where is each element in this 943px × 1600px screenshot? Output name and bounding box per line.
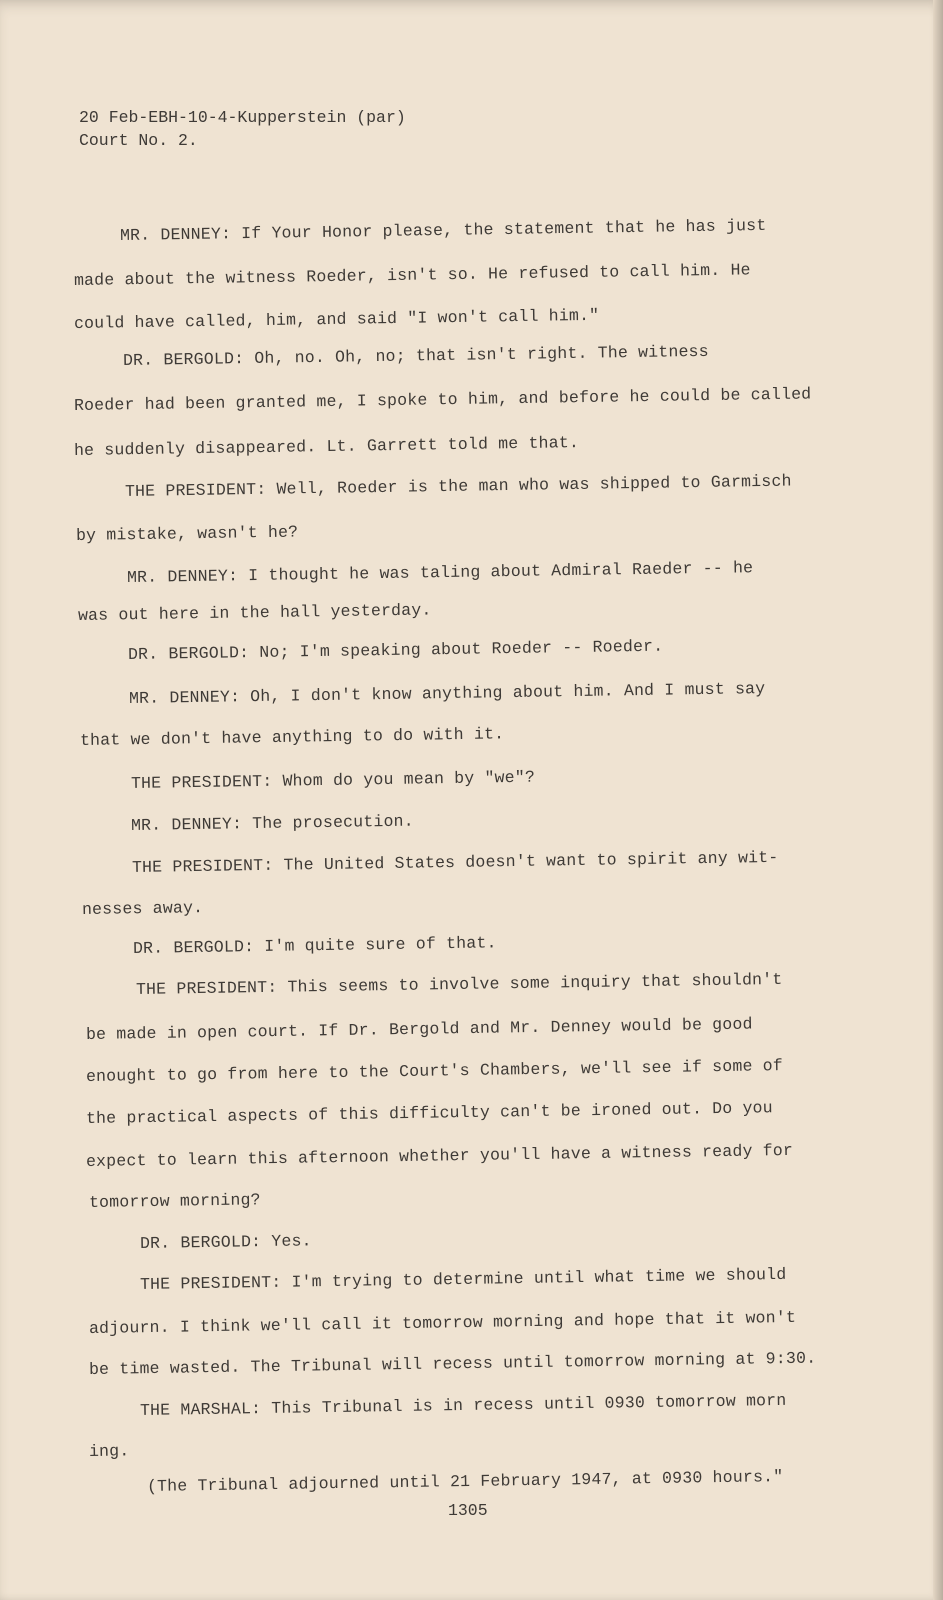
transcript-line: THE PRESIDENT: The United States doesn't want to spirit any wit- (131, 847, 779, 877)
transcript-line: be made in open court. If Dr. Bergold and Mr. Denney would be good (85, 1014, 753, 1044)
transcript-line: could have called, him, and said "I won't call him." (73, 305, 600, 333)
page-heading (79, 106, 406, 152)
transcript-line: made about the witness Roeder, isn't so. He refused to call him. He (73, 260, 751, 290)
transcript-line: THE MARSHAL: This Tribunal is in recess until 0930 tomorrow morn (139, 1390, 787, 1420)
transcript-line: DR. BERGOLD: No; I'm speaking about Roeder -- Roeder. (127, 636, 664, 664)
transcript-line: ing. (88, 1441, 130, 1461)
transcript-line: be time wasted. The Tribunal will recess until tomorrow morning at 9:30. (88, 1348, 817, 1379)
transcript-line: adjourn. I think we'll call it tomorrow morning and hope that it won't (88, 1307, 797, 1338)
transcript-line: nesses away. (81, 898, 204, 919)
transcript-line: expect to learn this afternoon whether you'll have a witness ready for (85, 1140, 794, 1171)
page-edge-shadow (933, 0, 943, 1600)
transcript-line: MR. DENNEY: The prosecution. (130, 811, 414, 835)
transcript-line: by mistake, wasn't he? (75, 522, 299, 545)
transcript-line: MR. DENNEY: I thought he was taling about Admiral Raeder -- he (126, 558, 754, 587)
transcript-line: he suddenly disappeared. Lt. Garrett told me that. (73, 433, 580, 460)
transcript-line: DR. BERGOLD: Oh, no. Oh, no; that isn't right. The witness (122, 341, 709, 370)
transcript-line: Roeder had been granted me, I spoke to him, and before he could be called (73, 384, 812, 415)
transcript-line: was out here in the hall yesterday. (77, 600, 432, 625)
transcript-line: MR. DENNEY: If Your Honor please, the statement that he has just (119, 215, 767, 245)
transcript-line: DR. BERGOLD: I'm quite sure of that. (132, 933, 497, 958)
transcript-line: tomorrow morning? (88, 1190, 261, 1212)
transcript-line: (The Tribunal adjourned until 21 February 1947, at 0930 hours." (146, 1467, 784, 1496)
heading-line-reference: 20 Feb-EBH-10-4-Kupperstein (par) (79, 108, 406, 127)
transcript-line: THE PRESIDENT: Whom do you mean by "we"? (130, 767, 536, 793)
transcript-line: DR. BERGOLD: Yes. (139, 1231, 312, 1253)
transcript-line: THE PRESIDENT: Well, Roeder is the man who was shipped to Garmisch (124, 471, 792, 501)
transcript-line: MR. DENNEY: Oh, I don't know anything about him. And I must say (128, 679, 766, 708)
transcript-line: THE PRESIDENT: I'm trying to determine until what time we should (139, 1264, 787, 1294)
heading-line-court: Court No. 2. (79, 131, 198, 150)
transcript-line: THE PRESIDENT: This seems to involve some inquiry that shouldn't (135, 969, 783, 999)
transcript-line: the practical aspects of this difficulty can't be ironed out. Do you (85, 1098, 773, 1128)
transcript-line: that we don't have anything to do with it. (79, 724, 505, 750)
transcript-line: enought to go from here to the Court's Chambers, we'll see if some of (85, 1056, 784, 1086)
page-number: 1305 (448, 1501, 488, 1520)
